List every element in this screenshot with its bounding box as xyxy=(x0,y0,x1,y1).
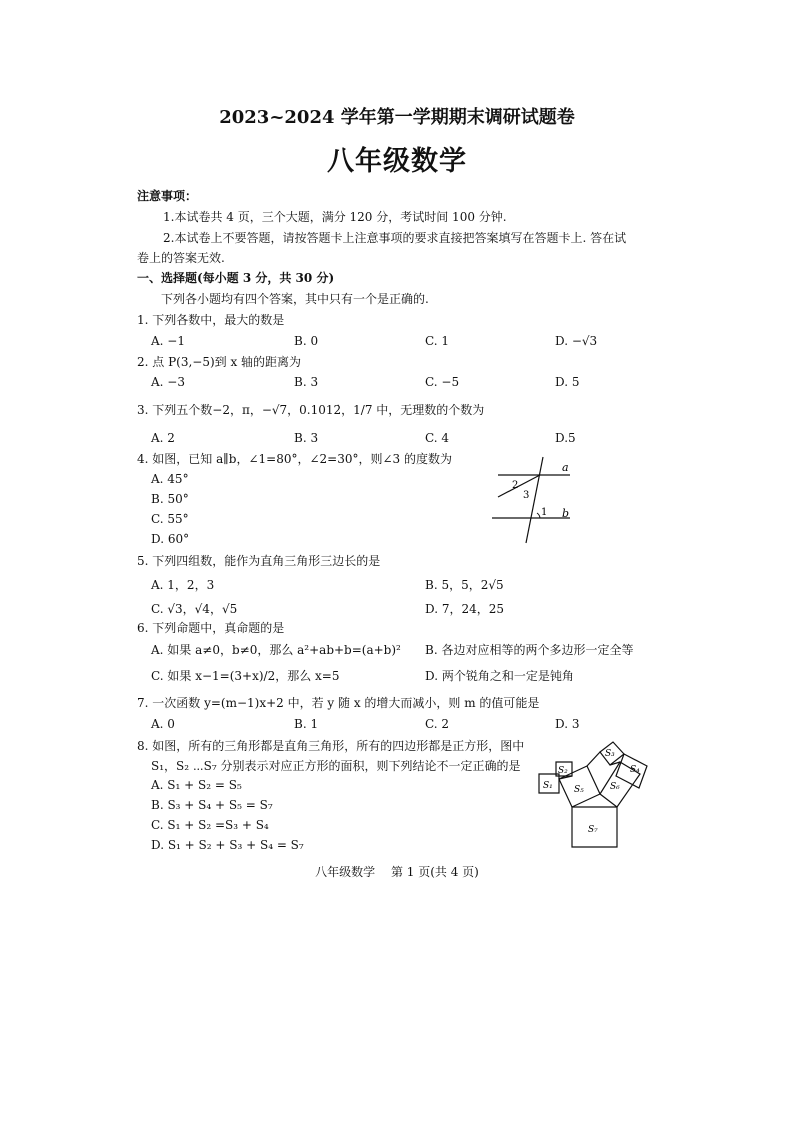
question-5-option-b: B. 5，5，2√5 xyxy=(425,578,504,592)
label-s2: S₂ xyxy=(558,766,568,776)
triangle-edge-2 xyxy=(587,752,600,766)
question-5-option-a: A. 1，2，3 xyxy=(151,578,215,592)
notice-item-2-line-2: 卷上的答案无效. xyxy=(137,251,225,265)
question-8-option-c: C. S₁ + S₂ =S₃ + S₄ xyxy=(151,818,269,832)
question-7-option-c: C. 2 xyxy=(425,717,450,731)
page-footer: 八年级数学 第 1 页(共 4 页) xyxy=(315,865,479,879)
question-2-option-b: B. 3 xyxy=(294,375,319,389)
label-s4: S₄ xyxy=(630,765,640,775)
question-1-option-c: C. 1 xyxy=(425,334,450,348)
notice-item-2-line-1: 2.本试卷上不要答题，请按答题卡上注意事项的要求直接把答案填写在答题卡上. 答在试 xyxy=(163,231,627,245)
angle-3-label: 3 xyxy=(523,490,530,501)
section-heading: 一、选择题(每小题 3 分，共 30 分) xyxy=(137,271,335,285)
question-3-option-a: A. 2 xyxy=(151,431,175,445)
question-3-option-c: C. 4 xyxy=(425,431,450,445)
question-4-option-a: A. 45° xyxy=(151,472,189,486)
question-4-option-d: D. 60° xyxy=(151,532,190,546)
question-3-option-d: D.5 xyxy=(555,431,576,445)
question-7-stem: 7. 一次函数 y=(m−1)x+2 中，若 y 随 x 的增大而减小，则 m 的值可能是 xyxy=(137,696,540,710)
label-s3: S₃ xyxy=(605,749,615,759)
question-3-stem: 3. 下列五个数−2，π，−√7，0.1012̇，1/7 中，无理数的个数为 xyxy=(137,403,485,417)
line-a-label: a xyxy=(562,461,569,474)
question-1-option-d: D. −√3 xyxy=(555,334,598,348)
exam-title: 2023~2024 学年第一学期期末调研试题卷 xyxy=(219,107,575,128)
question-2-option-a: A. −3 xyxy=(151,375,185,389)
question-8-stem-line-2: S₁，S₂ ⋯S₇ 分别表示对应正方形的面积，则下列结论不一定正确的是 xyxy=(151,759,521,773)
question-1-option-b: B. 0 xyxy=(294,334,319,348)
question-3-option-b: B. 3 xyxy=(294,431,319,445)
question-5-option-d: D. 7，24，25 xyxy=(425,602,504,616)
question-7-option-b: B. 1 xyxy=(294,717,319,731)
question-7-option-d: D. 3 xyxy=(555,717,580,731)
angle-1-arc xyxy=(537,513,540,518)
angle-1-label: 1 xyxy=(541,507,548,518)
label-s7: S₇ xyxy=(588,825,598,835)
question-7-option-a: A. 0 xyxy=(151,717,175,731)
question-6-option-a: A. 如果 a≠0，b≠0，那么 a²+ab+b=(a+b)² xyxy=(151,643,401,657)
question-5-stem: 5. 下列四组数，能作为直角三角形三边长的是 xyxy=(137,554,381,568)
question-6-option-d: D. 两个锐角之和一定是钝角 xyxy=(425,669,574,683)
pythagoras-squares-figure xyxy=(530,740,670,852)
exam-subject: 八年级数学 xyxy=(327,146,467,177)
question-6-option-b: B. 各边对应相等的两个多边形一定全等 xyxy=(425,643,634,657)
question-4-option-c: C. 55° xyxy=(151,512,189,526)
question-8-option-b: B. S₃ + S₄ + S₅ = S₇ xyxy=(151,798,273,812)
slanted-line xyxy=(498,475,540,497)
label-s5: S₅ xyxy=(574,785,584,795)
question-1-option-a: A. −1 xyxy=(151,334,185,348)
parallel-lines-figure xyxy=(490,455,580,550)
line-b-label: b xyxy=(562,507,570,520)
question-8-option-d: D. S₁ + S₂ + S₃ + S₄ = S₇ xyxy=(151,838,304,852)
question-2-option-c: C. −5 xyxy=(425,375,460,389)
label-s1: S₁ xyxy=(543,781,553,791)
section-instruction: 下列各小题均有四个答案，其中只有一个是正确的. xyxy=(161,292,429,306)
question-6-option-c: C. 如果 x−1=(3+x)/2，那么 x=5 xyxy=(151,669,340,683)
question-8-option-a: A. S₁ + S₂ = S₅ xyxy=(151,778,242,792)
question-6-stem: 6. 下列命题中，真命题的是 xyxy=(137,621,285,635)
question-2-option-d: D. 5 xyxy=(555,375,580,389)
notice-heading: 注意事项： xyxy=(137,189,198,203)
question-4-stem: 4. 如图，已知 a∥b，∠1=80°，∠2=30°，则∠3 的度数为 xyxy=(137,452,452,466)
question-8-stem-line-1: 8. 如图，所有的三角形都是直角三角形，所有的四边形都是正方形，图中 xyxy=(137,739,525,753)
question-2-stem: 2. 点 P(3,−5)到 x 轴的距离为 xyxy=(137,355,302,369)
question-4-option-b: B. 50° xyxy=(151,492,189,506)
question-5-option-c: C. √3，√4，√5 xyxy=(151,602,238,616)
label-s6: S₆ xyxy=(610,782,620,792)
question-1-stem: 1. 下列各数中，最大的数是 xyxy=(137,313,285,327)
angle-2-label: 2 xyxy=(512,480,519,491)
notice-item-1: 1.本试卷共 4 页，三个大题，满分 120 分，考试时间 100 分钟. xyxy=(163,210,507,224)
